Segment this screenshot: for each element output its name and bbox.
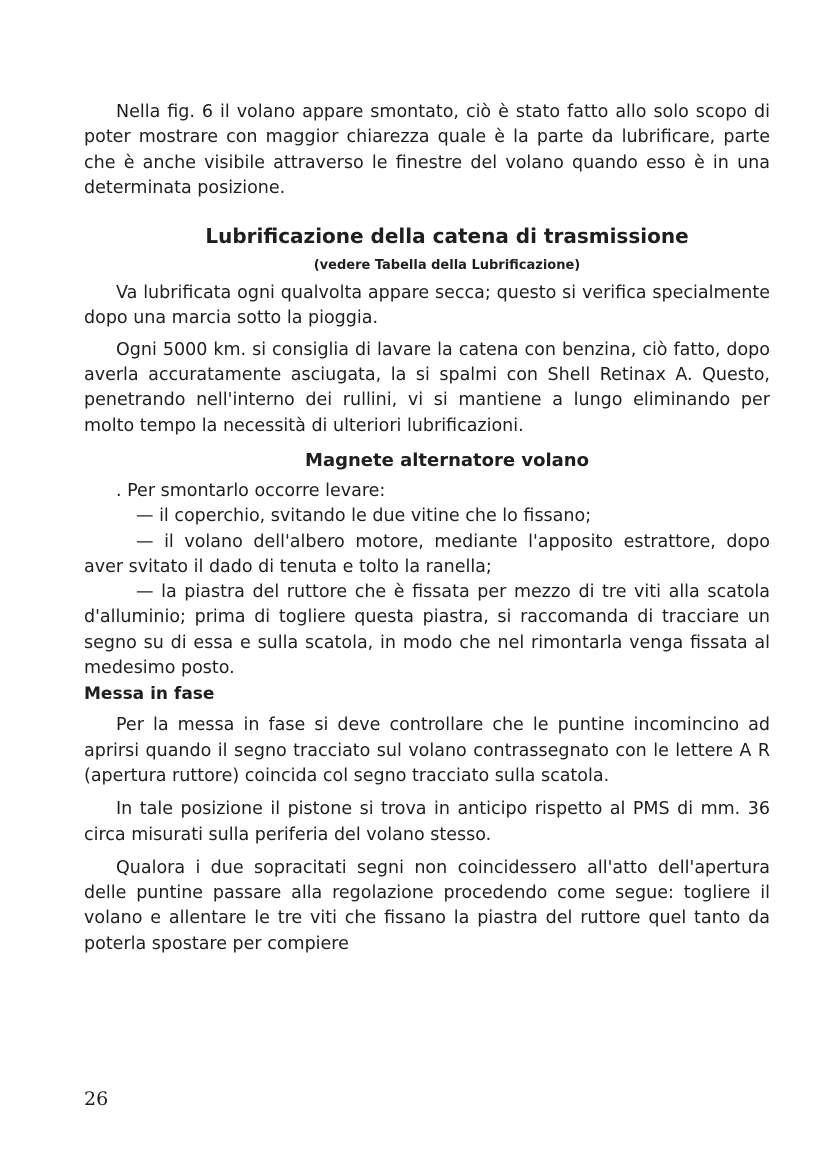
heading-timing: Messa in fase [84,684,215,705]
list-item-cover: — il coperchio, svitando le due vitine che lo fissano; [136,506,592,527]
paragraph-removal-intro: . Per smontarlo occorre levare: [116,480,386,501]
paragraph-chain-wash: Ogni 5000 km. si consiglia di lavare la catena con benzina, ciò fatto, dopo averla accuratamente asciugata, la si spalmi con Shell Retinax A. Questo, penetrando nell'interno dei rullini, vi si mantiene a lungo eliminando per molto tempo la necessità di ulteriori lubrificazioni. [84,339,770,436]
list-item-breaker-plate: — la piastra del ruttore che è fissata per mezzo di tre viti alla scatola d'alluminio; prima di togliere questa piastra, si raccomanda di tracciare un segno su di essa e sulla scatola, in modo che nel rimontarla venga fissata al medesimo posto. [84,582,770,679]
paragraph-timing-check: Per la messa in fase si deve controllare che le puntine incomincino ad aprirsi quando il segno tracciato sul volano contrassegnato con le lettere A R (apertura ruttore) coincida col segno tracciato sulla scatola. [84,715,770,786]
paragraph-flywheel-intro: Nella fig. 6 il volano appare smontato, ciò è stato fatto allo solo scopo di poter mostrare con maggior chiarezza quale è la parte da lubrificare, parte che è anche visibile attraverso le finestre del volano quando esso è in una determinata posizione. [84,102,770,198]
list-item-flywheel: — il volano dell'albero motore, mediante l'apposito estrattore, dopo aver svitato il dado di tenuta e tolto la ranella; [84,531,770,577]
heading-magneto-flywheel: Magnete alternatore volano [305,449,589,471]
paragraph-piston-advance: In tale posizione il pistone si trova in anticipo rispetto al PMS di mm. 36 circa misurati sulla periferia del volano stesso. [84,799,770,845]
paragraph-chain-when: Va lubrificata ogni qualvolta appare secca; questo si verifica specialmente dopo una marcia sotto la pioggia. [84,283,770,329]
page-number: 26 [84,1088,109,1110]
heading-chain-lubrication: Lubrificazione della catena di trasmissione [205,224,689,249]
subheading-lubrication-table-ref: (vedere Tabella della Lubrificazione) [313,258,581,274]
page-body [84,100,770,957]
paragraph-adjustment: Qualora i due sopracitati segni non coincidessero all'atto dell'apertura delle puntine passare alla regolazione procedendo come segue: togliere il volano e allentare le tre viti che fissano la piastra del ruttore quel tanto da poterla spostare per compiere [84,857,770,954]
